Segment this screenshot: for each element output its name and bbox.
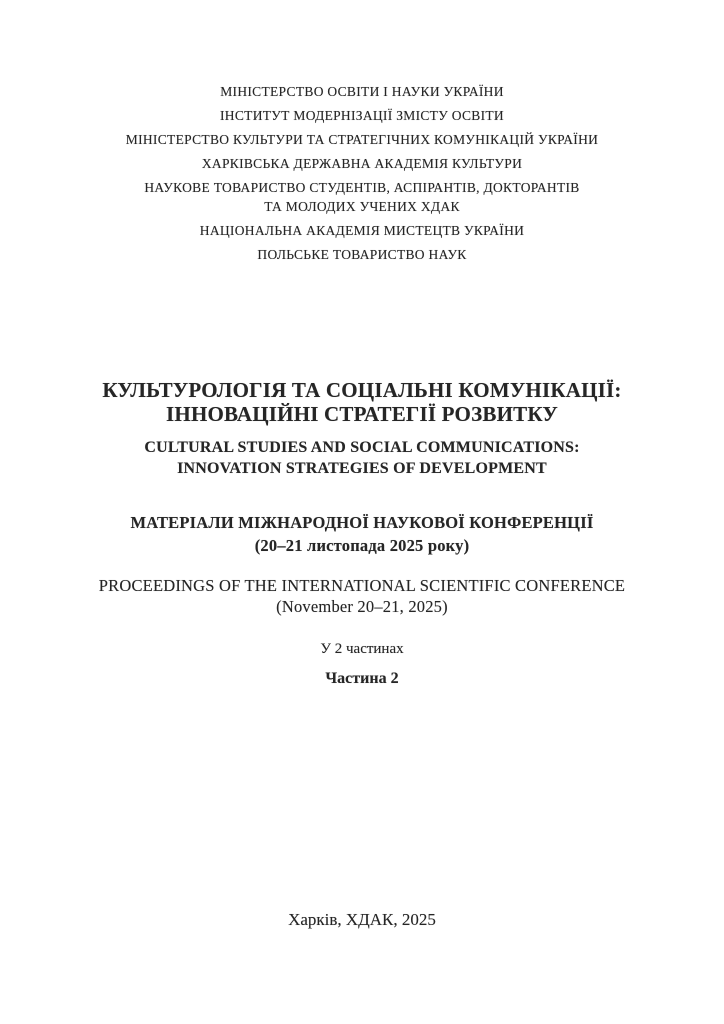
- main-title-uk-line1: КУЛЬТУРОЛОГІЯ ТА СОЦІАЛЬНІ КОМУНІКАЦІЇ:: [102, 378, 622, 402]
- main-title-uk-line2: ІННОВАЦІЙНІ СТРАТЕГІЇ РОЗВИТКУ: [166, 402, 558, 426]
- part-number-label: Частина 2: [325, 670, 399, 687]
- organization-ministry-culture: МІНІСТЕРСТВО КУЛЬТУРИ ТА СТРАТЕГІЧНИХ КОМУНІКАЦІЙ УКРАЇНИ: [125, 132, 599, 147]
- imprint-line: Харків, ХДАК, 2025: [288, 910, 436, 929]
- main-title-en-line2: INNOVATION STRATEGIES OF DEVELOPMENT: [177, 460, 547, 477]
- organizations-block: [0, 82, 724, 269]
- conference-block-ukrainian: [0, 511, 724, 557]
- main-title-english: [0, 437, 724, 479]
- main-title-ukrainian: [0, 378, 724, 426]
- organization-scientific-society-line2: ТА МОЛОДИХ УЧЕНИХ ХДАК: [264, 199, 460, 214]
- conference-title-en: PROCEEDINGS OF THE INTERNATIONAL SCIENTIFIC CONFERENCE: [98, 576, 626, 595]
- conference-block-english: [0, 575, 724, 617]
- organization-kharkiv-academy: ХАРКІВСЬКА ДЕРЖАВНА АКАДЕМІЯ КУЛЬТУРИ: [201, 156, 523, 171]
- conference-date-uk: (20–21 листопада 2025 року): [254, 536, 470, 555]
- conference-date-en: (November 20–21, 2025): [276, 597, 448, 616]
- organization-polish-society: ПОЛЬСЬКЕ ТОВАРИСТВО НАУК: [257, 247, 467, 262]
- organization-ministry-education: МІНІСТЕРСТВО ОСВІТИ І НАУКИ УКРАЇНИ: [220, 84, 504, 99]
- conference-title-uk: МАТЕРІАЛИ МІЖНАРОДНОЇ НАУКОВОЇ КОНФЕРЕНЦІЇ: [130, 513, 594, 532]
- organization-scientific-society-line1: НАУКОВЕ ТОВАРИСТВО СТУДЕНТІВ, АСПІРАНТІВ, ДОКТОРАНТІВ: [144, 180, 580, 195]
- parts-count-label: У 2 частинах: [320, 641, 404, 657]
- organization-institute-modernization: ІНСТИТУТ МОДЕРНІЗАЦІЇ ЗМІСТУ ОСВІТИ: [220, 108, 504, 123]
- organization-national-academy-arts: НАЦІОНАЛЬНА АКАДЕМІЯ МИСТЕЦТВ УКРАЇНИ: [199, 223, 525, 238]
- main-title-en-line1: CULTURAL STUDIES AND SOCIAL COMMUNICATIONS:: [144, 439, 580, 456]
